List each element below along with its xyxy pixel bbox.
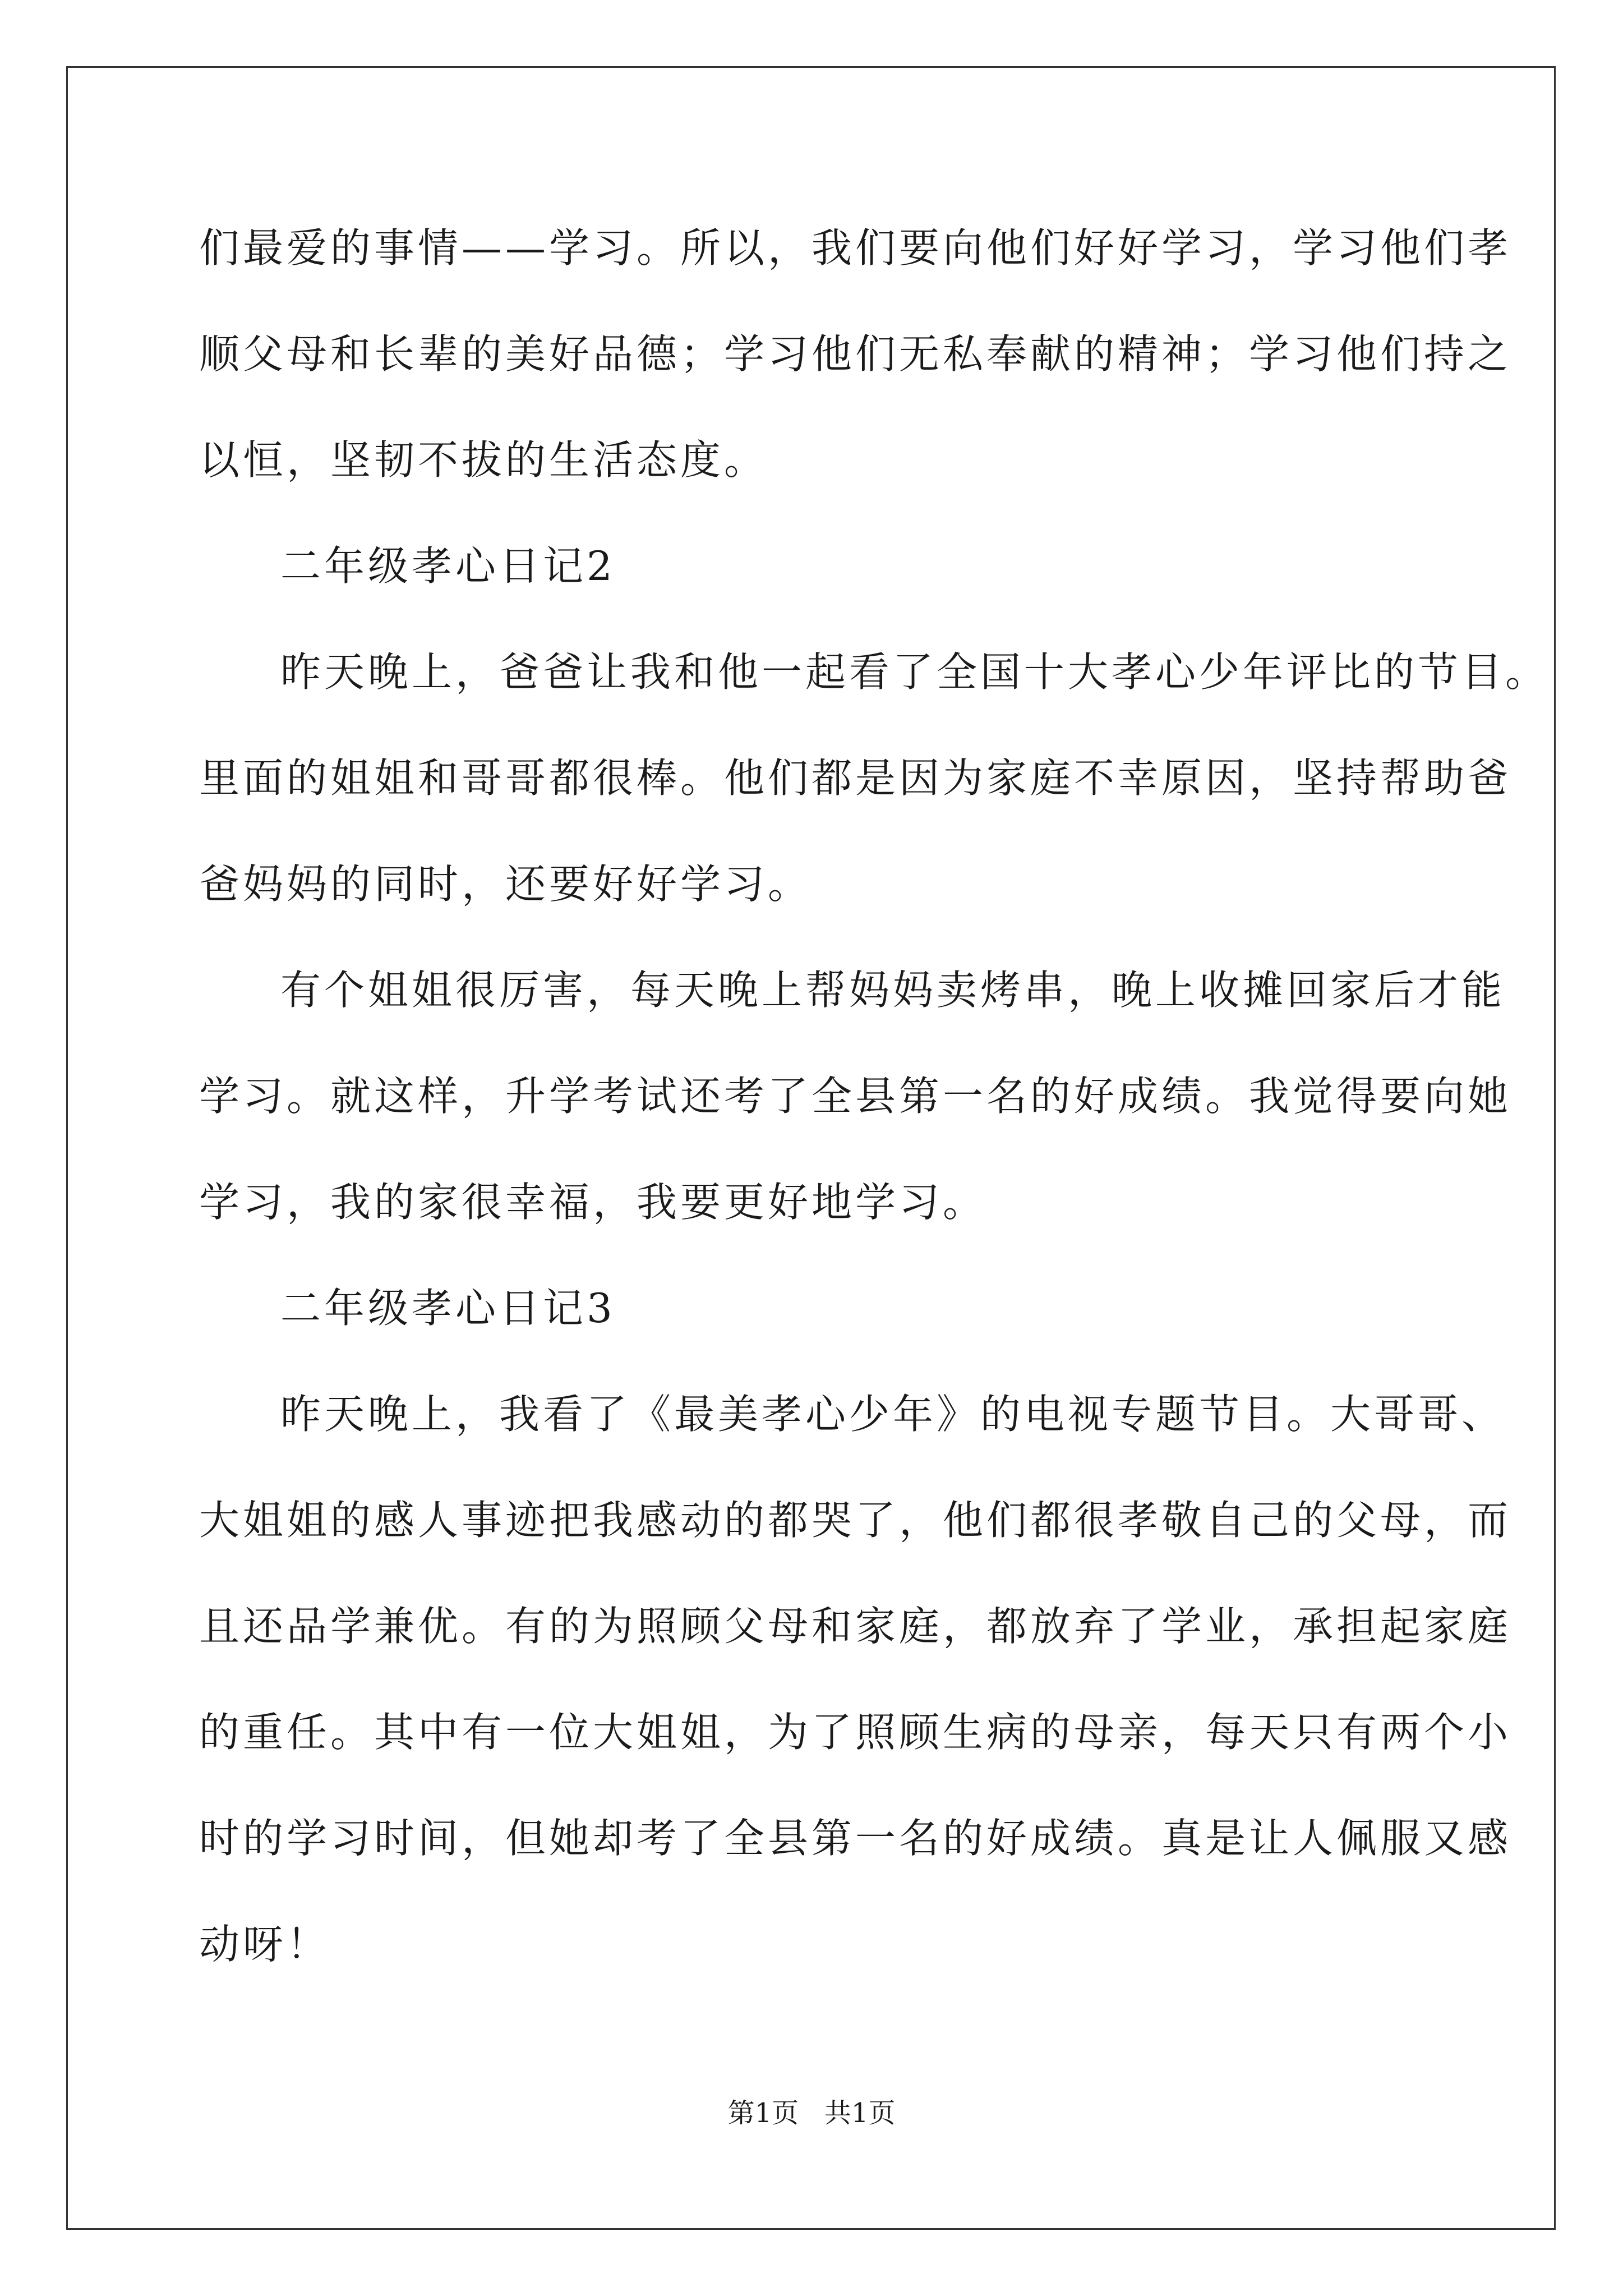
body-line-5: 昨天晚上，爸爸让我和他一起看了全国十大孝心少年评比的节目。 bbox=[280, 648, 1550, 696]
body-line-8: 有个姐姐很厉害，每天晚上帮妈妈卖烤串，晚上收摊回家后才能 bbox=[280, 967, 1506, 1014]
page-footer: 第1页 共1页 bbox=[727, 2097, 896, 2129]
body-line-17: 动呀！ bbox=[199, 1921, 331, 1968]
body-line-7: 爸妈妈的同时，还要好好学习。 bbox=[199, 861, 812, 908]
section-heading-3: 二年级孝心日记3 bbox=[280, 1285, 616, 1332]
body-line-1: 们最爱的事情——学习。所以，我们要向他们好好学习，学习他们孝 bbox=[199, 224, 1512, 272]
body-line-12: 昨天晚上，我看了《最美孝心少年》的电视专题节目。大哥哥、 bbox=[280, 1391, 1506, 1438]
body-line-9: 学习。就这样，升学考试还考了全县第一名的好成绩。我觉得要向她 bbox=[199, 1073, 1512, 1120]
body-line-13: 大姐姐的感人事迹把我感动的都哭了，他们都很孝敬自己的父母，而 bbox=[199, 1497, 1512, 1544]
page-border bbox=[66, 66, 1556, 2230]
body-line-10: 学习，我的家很幸福，我要更好地学习。 bbox=[199, 1179, 987, 1226]
body-line-2: 顺父母和长辈的美好品德；学习他们无私奉献的精神；学习他们持之 bbox=[199, 330, 1512, 378]
section-heading-2: 二年级孝心日记2 bbox=[280, 542, 616, 590]
body-line-3: 以恒，坚韧不拔的生活态度。 bbox=[199, 436, 768, 484]
body-line-14: 且还品学兼优。有的为照顾父母和家庭，都放弃了学业，承担起家庭 bbox=[199, 1603, 1512, 1650]
body-line-6: 里面的姐姐和哥哥都很棒。他们都是因为家庭不幸原因，坚持帮助爸 bbox=[199, 754, 1512, 802]
body-line-16: 时的学习时间，但她却考了全县第一名的好成绩。真是让人佩服又感 bbox=[199, 1815, 1512, 1862]
body-line-15: 的重任。其中有一位大姐姐，为了照顾生病的母亲，每天只有两个小 bbox=[199, 1709, 1512, 1756]
